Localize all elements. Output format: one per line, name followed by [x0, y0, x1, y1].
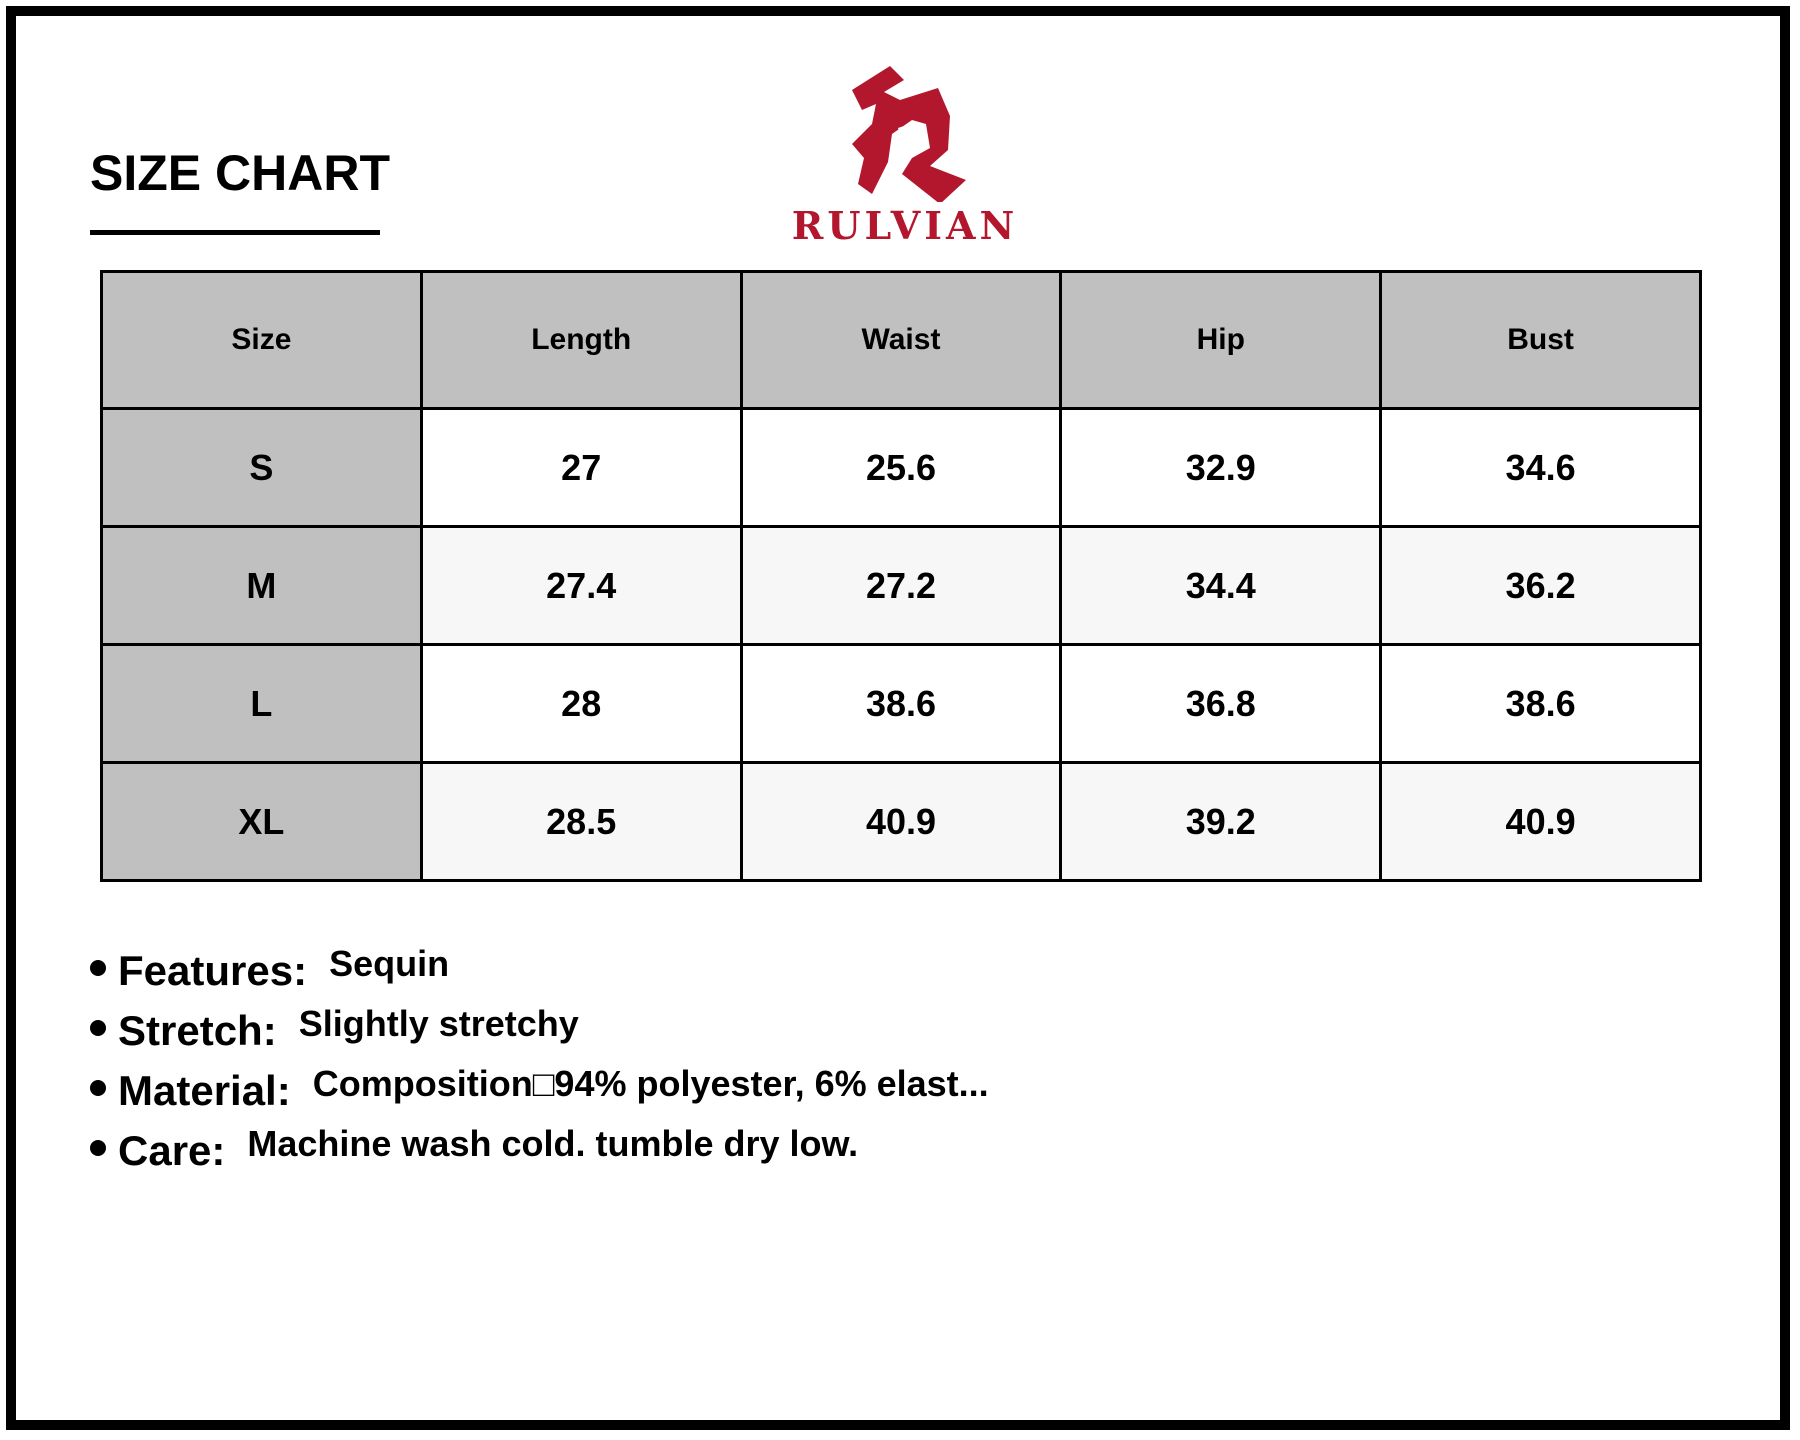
table-row: [102, 645, 1701, 763]
hip-cell: 32.9: [1061, 409, 1381, 527]
size-cell: L: [102, 645, 422, 763]
spec-value: Machine wash cold. tumble dry low.: [247, 1123, 859, 1164]
brand-logo: [780, 62, 1030, 252]
brand-name: RULVIAN: [791, 203, 1019, 248]
size-cell: XL: [102, 763, 422, 881]
spec-label: Care:: [118, 1127, 226, 1174]
title-underline: [90, 230, 380, 235]
spec-material: [90, 1058, 989, 1118]
waist-cell: 25.6: [741, 409, 1061, 527]
page-title: SIZE CHART: [90, 145, 390, 201]
spec-stretch: [90, 998, 989, 1058]
table-header-row: [102, 272, 1701, 409]
bust-cell: 40.9: [1381, 763, 1701, 881]
column-header-size: Size: [102, 272, 422, 409]
spec-value: Composition□94% polyester, 6% elast...: [312, 1063, 989, 1104]
table-row: [102, 763, 1701, 881]
column-header-length: Length: [421, 272, 741, 409]
product-specs: [90, 938, 989, 1178]
waist-cell: 38.6: [741, 645, 1061, 763]
size-cell: S: [102, 409, 422, 527]
spec-features: [90, 938, 989, 998]
bullet-icon: [90, 1020, 106, 1036]
r-monogram-logo-icon: [780, 62, 1030, 202]
column-header-waist: Waist: [741, 272, 1061, 409]
spec-label: Material:: [118, 1067, 291, 1114]
spec-value: Slightly stretchy: [298, 1003, 579, 1044]
table-row: [102, 409, 1701, 527]
column-header-bust: Bust: [1381, 272, 1701, 409]
bust-cell: 34.6: [1381, 409, 1701, 527]
bust-cell: 36.2: [1381, 527, 1701, 645]
hip-cell: 36.8: [1061, 645, 1381, 763]
spec-label: Stretch:: [118, 1007, 277, 1054]
bullet-icon: [90, 1080, 106, 1096]
length-cell: 27.4: [421, 527, 741, 645]
title-block: [90, 145, 390, 201]
bullet-icon: [90, 1140, 106, 1156]
bullet-icon: [90, 960, 106, 976]
column-header-hip: Hip: [1061, 272, 1381, 409]
bust-cell: 38.6: [1381, 645, 1701, 763]
length-cell: 28: [421, 645, 741, 763]
size-cell: M: [102, 527, 422, 645]
spec-label: Features:: [118, 947, 308, 994]
hip-cell: 34.4: [1061, 527, 1381, 645]
table-row: [102, 527, 1701, 645]
hip-cell: 39.2: [1061, 763, 1381, 881]
length-cell: 27: [421, 409, 741, 527]
length-cell: 28.5: [421, 763, 741, 881]
size-table: [100, 270, 1702, 882]
spec-value: Sequin: [329, 943, 450, 984]
waist-cell: 27.2: [741, 527, 1061, 645]
spec-care: [90, 1118, 989, 1178]
waist-cell: 40.9: [741, 763, 1061, 881]
